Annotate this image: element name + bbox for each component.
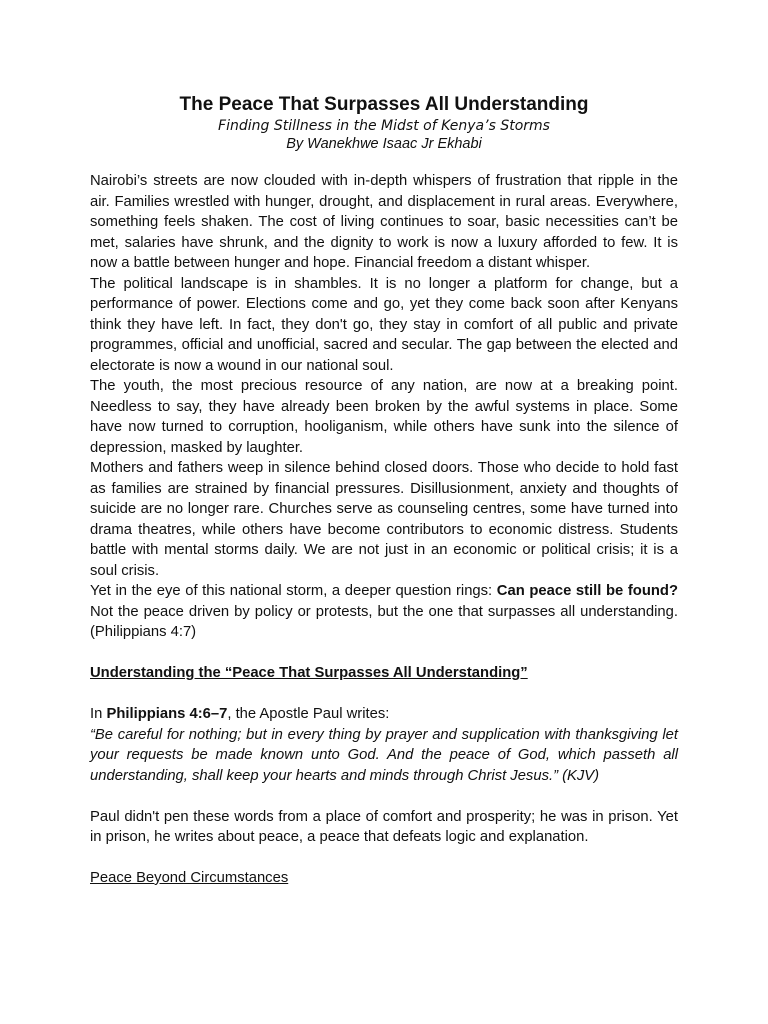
intro-lead: In — [90, 706, 107, 722]
document-subtitle: Finding Stillness in the Midst of Kenya’s Storms — [218, 118, 550, 134]
section-heading: Understanding the “Peace That Surpasses All Understanding” — [90, 665, 528, 681]
paragraph-paul: Paul didn't pen these words from a place of comfort and prosperity; he was in prison. Yet in prison, he writes about peace, a peace that defeats logic and explanation. — [90, 808, 678, 845]
spacer — [90, 786, 678, 807]
scripture-quote: “Be careful for nothing; but in every thing by prayer and supplication with thanksgiving let your requests be made known unto God. And the peace of God, which passeth all understanding, shall keep your hearts and minds through Christ Jesus.” (KJV) — [90, 726, 678, 784]
paragraph-politics: The political landscape is in shambles. It is no longer a platform for change, but a performance of power. Elections come and go, yet they come back soon after Kenyans think they have left. In fact, they don't go, they stay in comfort of all public and private programmes, official and unofficial, sacred and secular. The gap between the elected and electorate is now a wound in our national soul. — [90, 275, 678, 374]
paragraph-families: Mothers and fathers weep in silence behind closed doors. Those who decide to hold fast as families are strained by financial pressures. Disillusionment, anxiety and thoughts of suicide are no longer rare. Churches serve as counseling centres, some have turned into drama theatres, while others have become contributors to economic distress. Students battle with mental storms daily. We are not just in an economic or political crisis; it is a soul crisis. — [90, 460, 678, 579]
document-body — [90, 171, 678, 889]
question-tail: Not the peace driven by policy or protests, but the one that surpasses all understanding. (Philippians 4:7) — [90, 603, 678, 640]
paragraph-youth: The youth, the most precious resource of any nation, are now at a breaking point. Needless to say, they have already been broken by the awful systems in place. Some have now turned to corruption, hooliganism, while others have sunk into the silence of depression, masked by laughter. — [90, 378, 678, 456]
paragraph-economy: Nairobi’s streets are now clouded with in-depth whispers of frustration that ripple in the air. Families wrestled with hunger, drought, and displacement in rural areas. Everywhere, something feels shaken. The cost of living continues to soar, basic necessities can’t be met, salaries have shrunk, and the dignity to work is now a luxury afforded to few. It is now a battle between hunger and hope. Financial freedom a distant whisper. — [90, 173, 678, 271]
question-bold: Can peace still be found? — [496, 583, 678, 599]
author-byline: By Wanekhwe Isaac Jr Ekhabi — [286, 136, 482, 152]
scripture-reference: Philippians 4:6–7 — [106, 706, 228, 722]
intro-tail: , the Apostle Paul writes: — [227, 706, 390, 722]
question-lead: Yet in the eye of this national storm, a deeper question rings: — [90, 583, 497, 599]
paragraph-intro — [90, 704, 678, 725]
subsection-heading: Peace Beyond Circumstances — [90, 870, 289, 886]
spacer — [90, 643, 678, 664]
spacer — [90, 684, 678, 705]
spacer — [90, 848, 678, 869]
document-title: The Peace That Surpasses All Understanding — [179, 94, 589, 115]
paragraph-question — [90, 581, 678, 643]
